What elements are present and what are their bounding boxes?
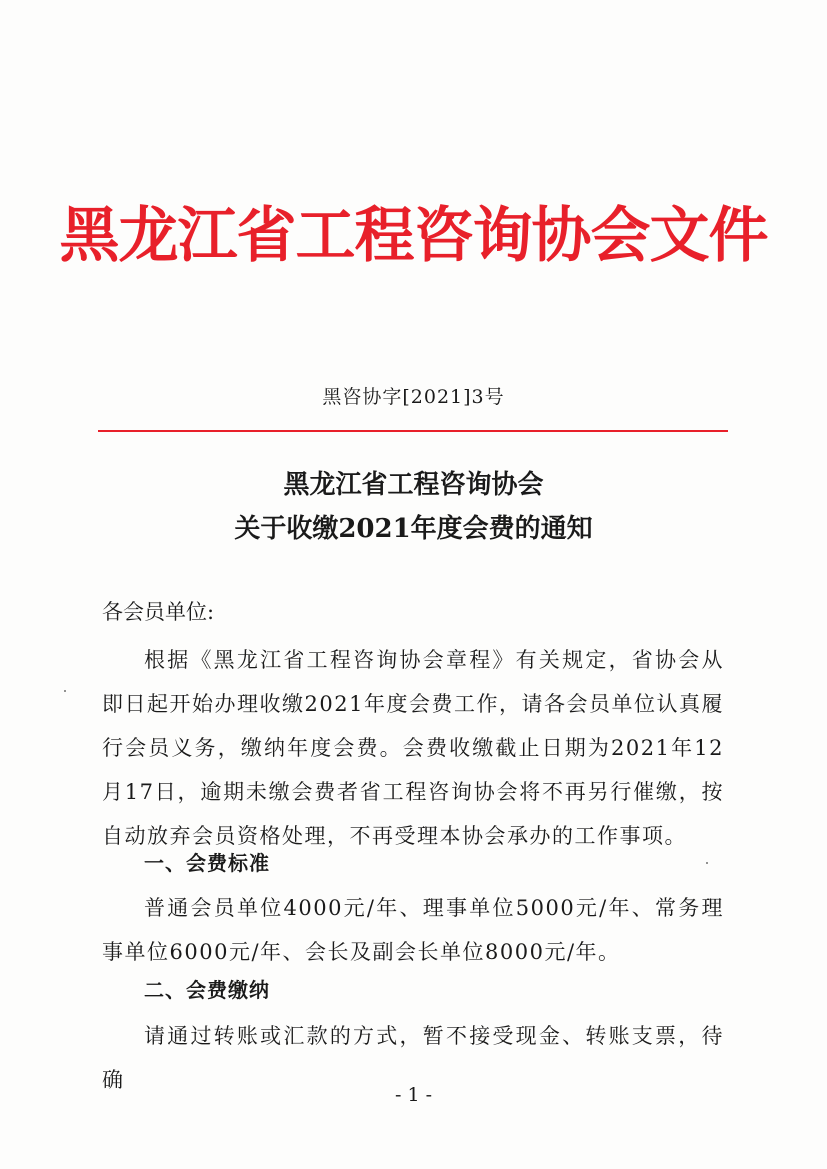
page-number: - 1 - <box>394 1084 432 1106</box>
payment-paragraph: 请通过转账或汇款的方式，暂不接受现金、转账支票，待确 <box>102 1024 724 1092</box>
fee-standard-paragraph: 普通会员单位4000元/年、理事单位5000元/年、常务理事单位6000元/年、会长及副会长单位8000元/年。 <box>102 896 724 964</box>
intro-paragraph: 根据《黑龙江省工程咨询协会章程》有关规定，省协会从即日起开始办理收缴2021年度会费工作，请各会员单位认真履行会员义务，缴纳年度会费。会费收缴截止日期为2021年12月17日，逾期未缴会费者省工程咨询协会将不再另行催缴，按自动放弃会员资格处理，不再受理本协会承办的工作事项。 <box>102 648 724 848</box>
scan-speck <box>64 690 66 692</box>
section-heading-payment: 二、会费缴纳 <box>144 978 270 1002</box>
scan-speck <box>706 862 708 864</box>
section-heading-fee-standard: 一、会费标准 <box>144 851 270 875</box>
notice-title-line-1: 黑龙江省工程咨询协会 <box>283 470 544 500</box>
notice-title-line-2: 关于收缴2021年度会费的通知 <box>234 514 593 544</box>
masthead-title: 黑龙江省工程咨询协会文件 <box>59 201 768 271</box>
red-divider-rule <box>98 430 728 432</box>
document-number: 黑咨协字[2021]3号 <box>322 386 505 408</box>
salutation: 各会员单位: <box>102 600 215 624</box>
